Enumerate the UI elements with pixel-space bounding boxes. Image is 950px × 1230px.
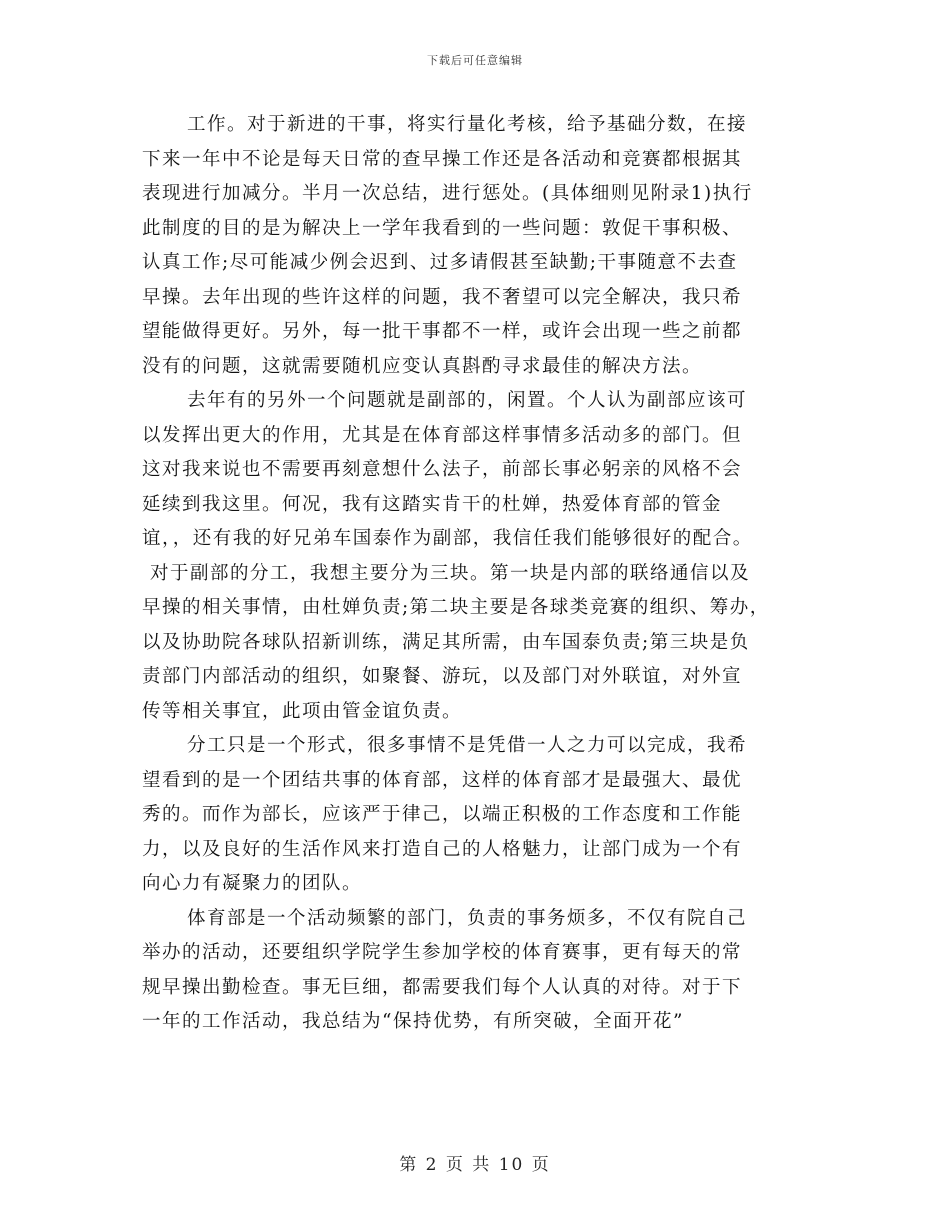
text-line: 规早操出勤检查。事无巨细，都需要我们每个人认真的对待。对于下 bbox=[142, 976, 743, 998]
text-line: 望看到的是一个团结共事的体育部，这样的体育部才是最强大、最优 bbox=[142, 769, 743, 791]
text-line: 早操。去年出现的些许这样的问题，我不奢望可以完全解决，我只希 bbox=[142, 286, 743, 308]
text-line: 此制度的目的是为解决上一学年我看到的一些问题：敦促干事积极、 bbox=[142, 217, 743, 239]
text-line: 工作。对于新进的干事，将实行量化考核，给予基础分数，在接 bbox=[187, 114, 748, 135]
text-line: 一年的工作活动，我总结为“保持优势，有所突破，全面开花” bbox=[142, 1011, 684, 1032]
text-line: 力，以及良好的生活作风来打造自己的人格魅力，让部门成为一个有 bbox=[142, 838, 743, 860]
text-line: 以发挥出更大的作用，尤其是在体育部这样事情多活动多的部门。但 bbox=[142, 424, 743, 446]
text-line: 以及协助院各球队招新训练，满足其所需，由车国泰负责;第三块是负 bbox=[142, 631, 750, 653]
text-line: 体育部是一个活动频繁的部门，负责的事务烦多，不仅有院自己 bbox=[187, 907, 748, 929]
text-line: 望能做得更好。另外，每一批干事都不一样，或许会出现一些之前都 bbox=[142, 321, 743, 342]
text-line: 去年有的另外一个问题就是副部的，闲置。个人认为副部应该可 bbox=[187, 390, 748, 411]
text-line: 传等相关事宜，此项由管金谊负责。 bbox=[142, 700, 463, 722]
text-line: 认真工作;尽可能减少例会迟到、过多请假甚至缺勤;干事随意不去查 bbox=[142, 252, 738, 273]
text-line: 谊，，还有我的好兄弟车国泰作为副部，我信任我们能够很好的配合。 bbox=[142, 528, 753, 549]
text-line: 下来一年中不论是每天日常的查早操工作还是各活动和竞赛都根据其 bbox=[142, 148, 743, 170]
text-line: 责部门内部活动的组织，如聚餐、游玩，以及部门对外联谊，对外宣 bbox=[142, 666, 743, 687]
document-body bbox=[142, 108, 822, 1040]
text-line: 延续到我这里。何况，我有这踏实肯干的杜婵，热爱体育部的管金 bbox=[142, 493, 723, 515]
text-line: 秀的。而作为部长，应该严于律己，以端正积极的工作态度和工作能 bbox=[142, 804, 743, 825]
text-line: 对于副部的分工，我想主要分为三块。第一块是内部的联络通信以及 bbox=[150, 562, 751, 584]
text-line: 这对我来说也不需要再刻意想什么法子，前部长事必躬亲的风格不会 bbox=[142, 459, 743, 480]
text-line: 早操的相关事情，由杜婵负责;第二块主要是各球类竞赛的组织、筹办， bbox=[142, 597, 770, 618]
text-line: 分工只是一个形式，很多事情不是凭借一人之力可以完成，我希 bbox=[187, 735, 748, 756]
page-footer: 第 2 页 共 10 页 bbox=[399, 1155, 551, 1175]
text-line: 表现进行加减分。半月一次总结，进行惩处。(具体细则见附录1)执行 bbox=[142, 183, 753, 204]
text-line: 没有的问题，这就需要随机应变认真斟酌寻求最佳的解决方法。 bbox=[142, 355, 703, 377]
page-header: 下载后可任意编辑 bbox=[427, 54, 523, 67]
text-line: 举办的活动，还要组织学院学生参加学校的体育赛事，更有每天的常 bbox=[142, 942, 743, 963]
text-line: 向心力有凝聚力的团队。 bbox=[142, 873, 363, 894]
